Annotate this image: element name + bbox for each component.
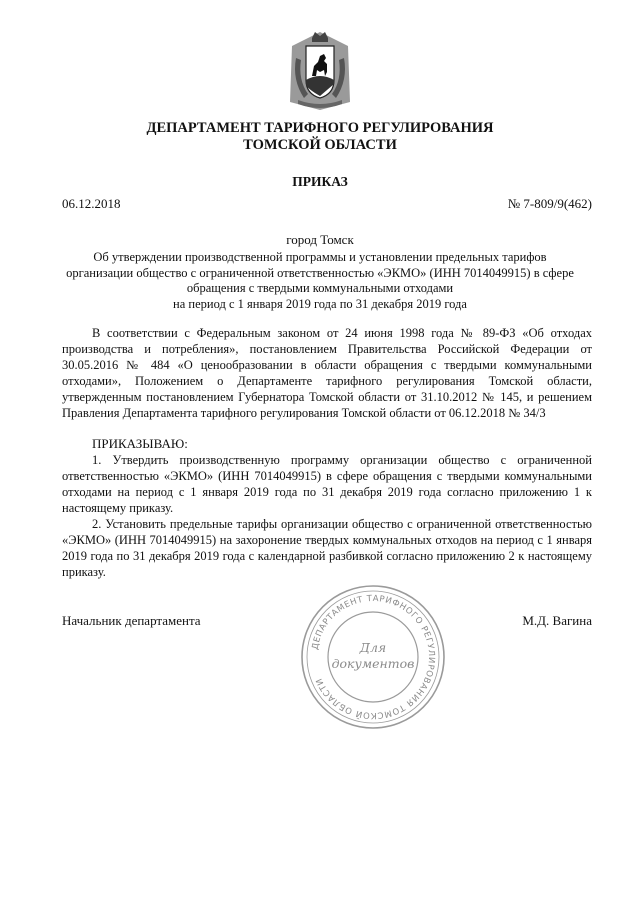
order-word: ПРИКАЗЫВАЮ: — [92, 436, 188, 451]
document-date: 06.12.2018 — [62, 196, 121, 211]
department-stamp — [298, 582, 448, 732]
stamp-center-line-1: Для — [359, 640, 387, 655]
department-header — [0, 120, 640, 154]
header-line-2: ТОМСКОЙ ОБЛАСТИ — [243, 137, 397, 153]
header-line-1: ДЕПАРТАМЕНТ ТАРИФНОГО РЕГУЛИРОВАНИЯ — [146, 120, 494, 136]
document-number: № 7-809/9(462) — [507, 196, 592, 211]
document-type: ПРИКАЗ — [292, 174, 348, 189]
document-subject — [60, 250, 580, 312]
signer-position: Начальник департамента — [62, 613, 201, 628]
signer-name: М.Д. Вагина — [522, 613, 592, 628]
stamp-center-line-2: документов — [331, 656, 415, 671]
order-items — [62, 452, 592, 580]
preamble-paragraph: В соответствии с Федеральным законом от 24 июня 1998 года № 89-ФЗ «Об отходах производства и потребления», постановлением Правительства Российской Федерации от 30.05.2016 № 484 «О ценообразовании в области обращения с твердыми коммунальными отходами», Положением о Департаменте тарифного регулирования Томской области, утвержденным постановлением Губернатора Томской области от 31.10.2012 № 145, и решением Правления Департамента тарифного регулирования Томской области от 06.12.2018 № 34/3 — [62, 326, 592, 420]
preamble-section — [62, 325, 592, 421]
subject-line: Об утверждении производственной программы и установлении предельных тарифов — [93, 250, 547, 264]
city-name: город Томск — [286, 232, 354, 247]
order-item-1: 1. Утвердить производственную программу организации общество с ограниченной ответственностью «ЭКМО» (ИНН 7014049915) в сфере обращения с твердыми коммунальными отходами на период с 1 января 2019 года по 31 декабря 2019 года согласно приложению 1 к настоящему приказу. — [62, 453, 592, 515]
subject-line: обращения с твердыми коммунальными отходами — [186, 281, 454, 295]
document-meta — [62, 196, 592, 212]
stamp-ring-text: ДЕПАРТАМЕНТ ТАРИФНОГО РЕГУЛИРОВАНИЯ ТОМСКОЙ ОБЛАСТИ — [310, 593, 437, 721]
order-item-2: 2. Установить предельные тарифы организации общество с ограниченной ответственностью «ЭКМО» (ИНН 7014049915) на захоронение твердых коммунальных отходов на период с 1 января 2019 года по 31 декабря 2019 года с календарной разбивкой согласно приложению 2 к настоящему приказу. — [62, 517, 592, 579]
subject-line: организации общество с ограниченной ответственностью «ЭКМО» (ИНН 7014049915) в сфере — [66, 265, 574, 280]
subject-line: на период с 1 января 2019 года по 31 декабря 2019 года — [173, 296, 467, 311]
coat-of-arms-emblem — [284, 28, 356, 112]
